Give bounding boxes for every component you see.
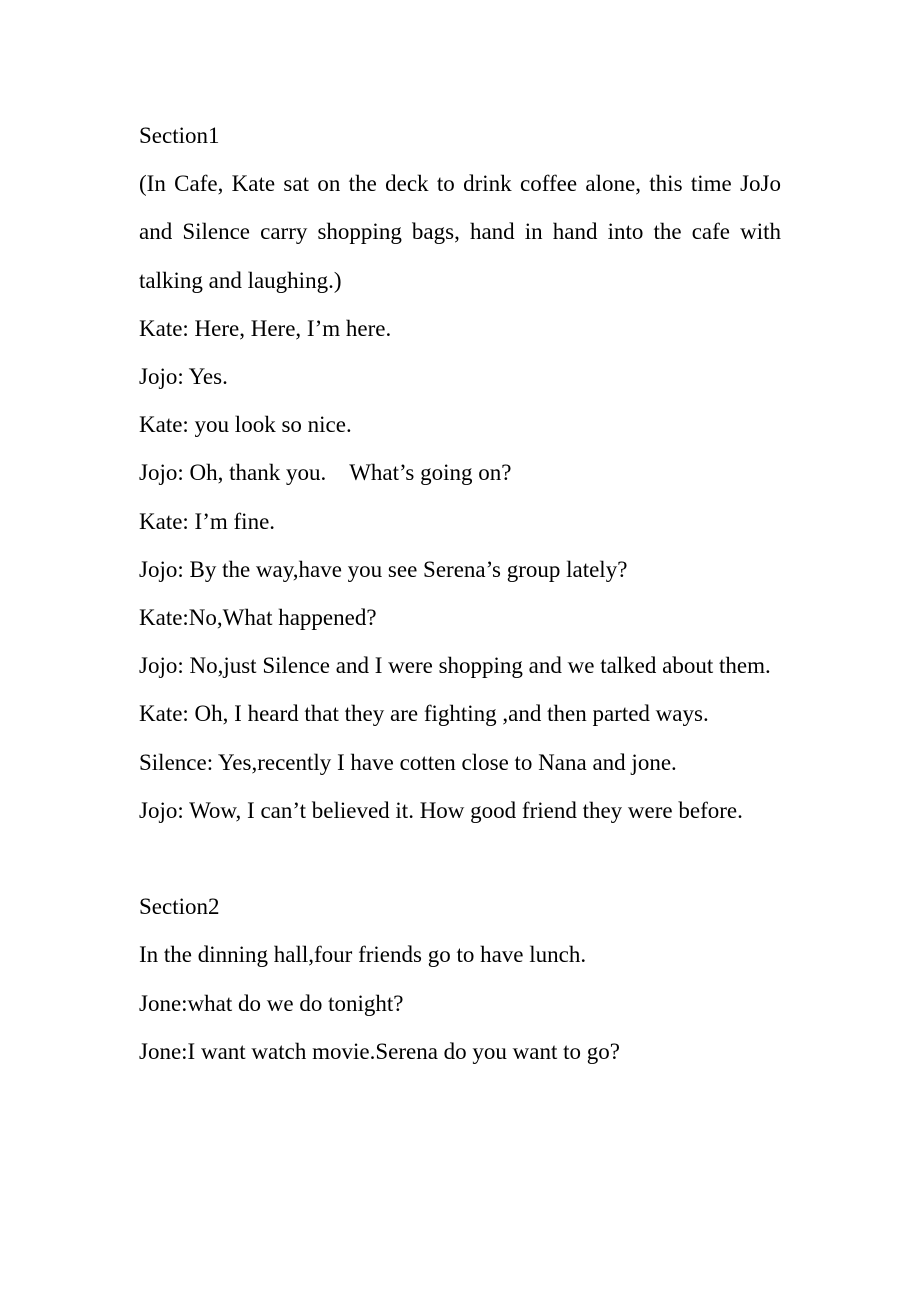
section2-heading: Section2 bbox=[139, 894, 220, 920]
dialogue-line: Jojo: By the way,have you see Serena’s group lately? bbox=[139, 556, 628, 582]
dialogue-line: Jojo: Wow, I can’t believed it. How good friend they were before. bbox=[139, 797, 743, 823]
dialogue-line: Kate: Oh, I heard that they are fighting ,and then parted ways. bbox=[139, 701, 709, 727]
dialogue-line: In the dinning hall,four friends go to have lunch. bbox=[139, 942, 587, 968]
dialogue-line: Jojo: Oh, thank you. What’s going on? bbox=[139, 460, 512, 486]
dialogue-line: Kate: I’m fine. bbox=[139, 508, 276, 534]
dialogue-line: Jone:I want watch movie.Serena do you want to go? bbox=[139, 1038, 620, 1064]
dialogue-line: Jojo: No,just Silence and I were shopping and we talked about them. bbox=[139, 653, 771, 679]
section-spacer bbox=[139, 835, 781, 883]
section1-stage-direction: (In Cafe, Kate sat on the deck to drink coffee alone, this time JoJo and Silence carry shopping bags, hand in hand into the cafe with talking and laughing.) bbox=[139, 171, 781, 293]
dialogue-line: Jojo: Yes. bbox=[139, 364, 228, 390]
dialogue-line: Silence: Yes,recently I have cotten close to Nana and jone. bbox=[139, 749, 677, 775]
section1-heading: Section1 bbox=[139, 123, 220, 148]
document-page bbox=[139, 112, 781, 1076]
dialogue-line: Kate:No,What happened? bbox=[139, 605, 377, 631]
dialogue-line: Kate: you look so nice. bbox=[139, 412, 352, 438]
dialogue-line: Kate: Here, Here, I’m here. bbox=[139, 315, 392, 341]
dialogue-line: Jone:what do we do tonight? bbox=[139, 990, 404, 1016]
